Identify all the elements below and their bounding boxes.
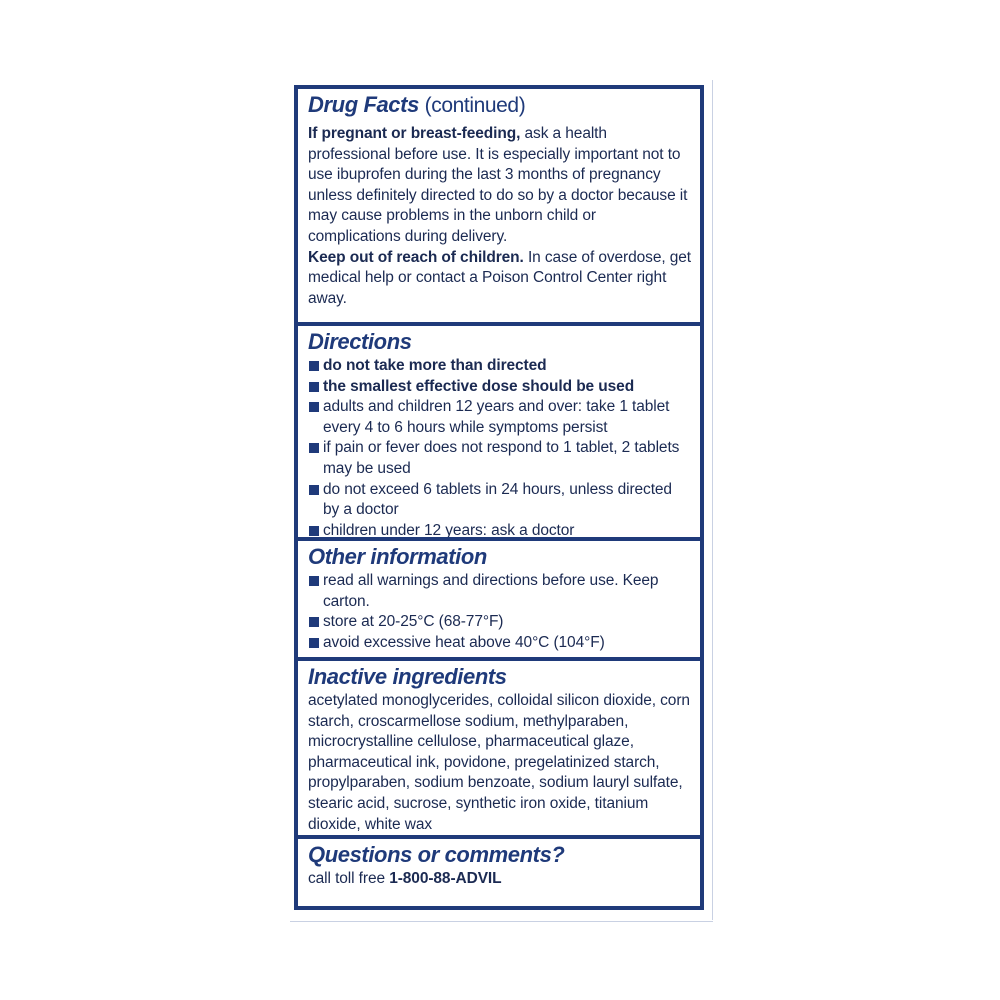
pregnancy-warning-text: ask a health professional before use. It is especially important not to use ibuprofen during the last 3 months of pregnancy unless definitely directed to do so by a doctor because it may cause problems in the unborn child or complications during delivery. bbox=[308, 125, 688, 245]
phone-number: 1-800-88-ADVIL bbox=[389, 870, 502, 887]
other-information-heading: Other information bbox=[308, 544, 487, 569]
other-information-list bbox=[308, 571, 692, 653]
square-bullet-icon bbox=[309, 382, 319, 392]
inactive-ingredients-text: acetylated monoglycerides, colloidal silicon dioxide, corn starch, croscarmellose sodium, methylparaben, microcrystalline cellulose, pharmaceutical glaze, pharmaceutical ink, povidone, pregelatinized starch, propylparaben, sodium benzoate, sodium lauryl sulfate, stearic acid, sucrose, synthetic iron oxide, titanium dioxide, white wax bbox=[308, 692, 690, 833]
directions-heading: Directions bbox=[308, 329, 412, 354]
list-item: do not take more than directed bbox=[308, 356, 692, 377]
list-item: store at 20-25°C (68-77°F) bbox=[308, 612, 692, 633]
square-bullet-icon bbox=[309, 402, 319, 412]
questions-heading: Questions or comments? bbox=[308, 842, 565, 867]
call-toll-free-text: call toll free bbox=[308, 870, 390, 887]
square-bullet-icon bbox=[309, 443, 319, 453]
square-bullet-icon bbox=[309, 638, 319, 648]
list-item: adults and children 12 years and over: take 1 tablet every 4 to 6 hours while symptoms persist bbox=[308, 397, 692, 438]
list-item: read all warnings and directions before use. Keep carton. bbox=[308, 571, 692, 612]
square-bullet-icon bbox=[309, 485, 319, 495]
questions-contact bbox=[308, 869, 692, 890]
square-bullet-icon bbox=[309, 576, 319, 586]
drug-facts-heading-title: Drug Facts bbox=[308, 92, 419, 117]
keep-out-bold: Keep out of reach of children. bbox=[308, 248, 524, 266]
list-item: children under 12 years: ask a doctor bbox=[308, 521, 692, 541]
square-bullet-icon bbox=[309, 526, 319, 536]
questions-section bbox=[298, 839, 700, 906]
inactive-ingredients-heading: Inactive ingredients bbox=[308, 664, 507, 689]
list-item: do not exceed 6 tablets in 24 hours, unless directed by a doctor bbox=[308, 480, 692, 521]
square-bullet-icon bbox=[309, 617, 319, 627]
pregnancy-warning bbox=[308, 124, 692, 248]
label-edge-line-right bbox=[712, 80, 713, 920]
directions-list bbox=[308, 356, 692, 541]
drug-facts-heading bbox=[308, 91, 692, 120]
list-item: the smallest effective dose should be used bbox=[308, 377, 692, 398]
pregnancy-warning-bold: If pregnant or breast-feeding, bbox=[308, 125, 521, 142]
directions-section bbox=[298, 326, 700, 541]
label-edge-line-bottom bbox=[290, 921, 713, 922]
square-bullet-icon bbox=[309, 361, 319, 371]
other-information-section bbox=[298, 541, 700, 661]
inactive-ingredients-section bbox=[298, 661, 700, 839]
list-item: avoid excessive heat above 40°C (104°F) bbox=[308, 633, 692, 654]
drug-facts-heading-suffix: (continued) bbox=[424, 94, 526, 117]
drug-facts-panel bbox=[294, 85, 704, 910]
keep-out-text: In case of overdose, get medical help or contact a Poison Control Center right away. bbox=[308, 248, 691, 307]
list-item: if pain or fever does not respond to 1 tablet, 2 tablets may be used bbox=[308, 438, 692, 479]
keep-out-of-reach-warning bbox=[308, 248, 692, 310]
drug-facts-continued-section bbox=[298, 89, 700, 326]
